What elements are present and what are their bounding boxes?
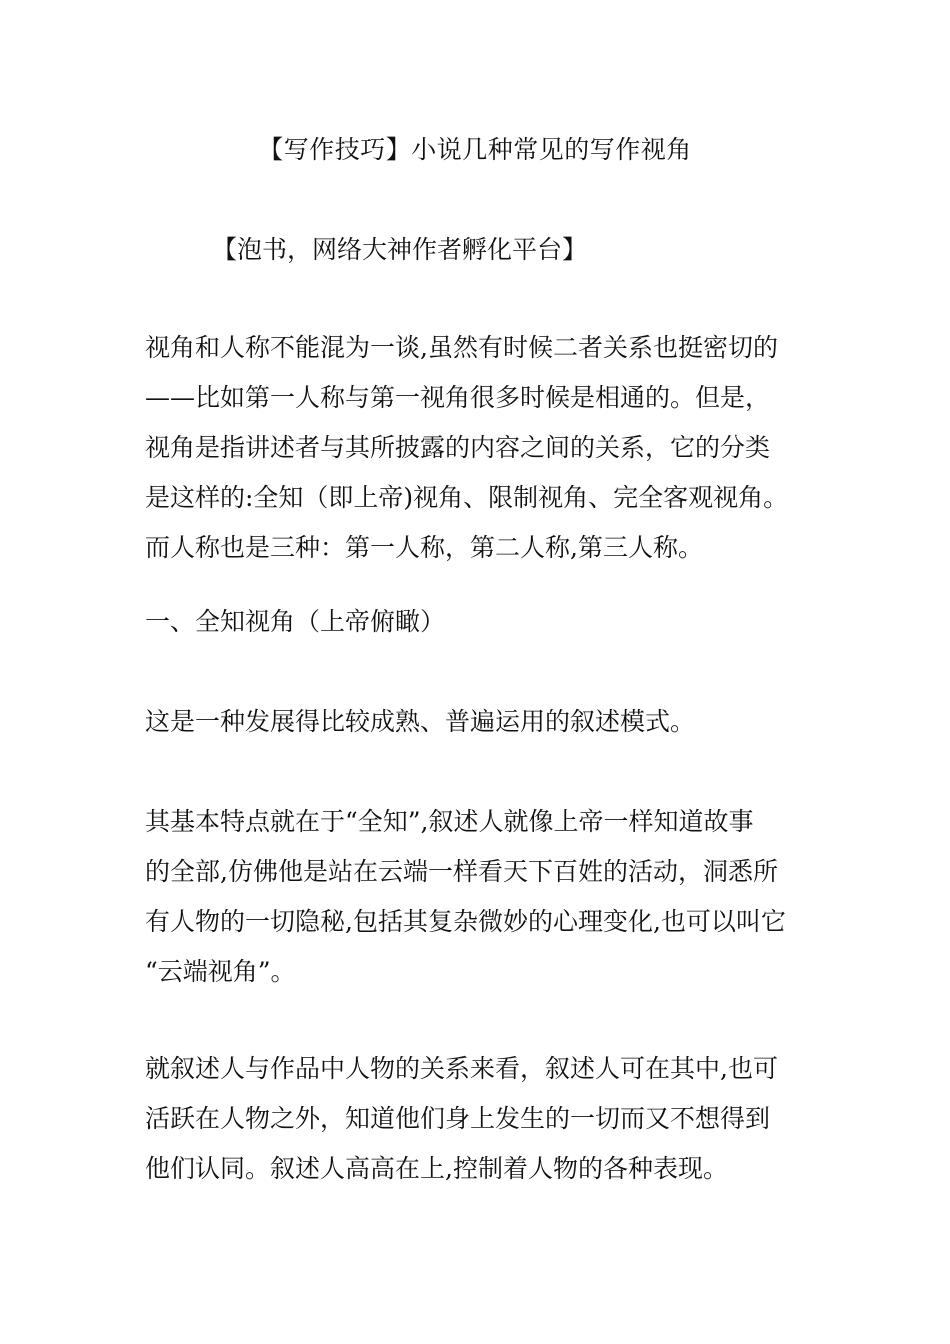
- paragraph-relation: [145, 1044, 810, 1194]
- paragraph-mode: [145, 697, 810, 747]
- text-line: 而人称也是三种：第一人称，第二人称,第三人称。: [145, 533, 703, 562]
- text-line: 视角和人称不能混为一谈,虽然有时候二者关系也挺密切的: [145, 333, 778, 362]
- section-heading: 一、全知视角（上帝俯瞰）: [145, 607, 446, 636]
- text-line: ——比如第一人称与第一视角很多时候是相通的。但是，: [145, 383, 771, 412]
- text-line: 这是一种发展得比较成熟、普遍运用的叙述模式。: [145, 707, 696, 736]
- text-line: 有人物的一切隐秘,包括其复杂微妙的心理变化,也可以叫它: [145, 907, 786, 936]
- text-line: 就叙述人与作品中人物的关系来看，叙述人可在其中,也可: [145, 1054, 778, 1083]
- text-line: 是这样的:全知（即上帝)视角、限制视角、完全客观视角。: [145, 483, 789, 512]
- text-line: “云端视角”。: [145, 957, 296, 986]
- text-line: 其基本特点就在于“全知”,叙述人就像上帝一样知道故事: [145, 807, 754, 836]
- document-subtitle: 【泡书，网络大神作者孵化平台】: [212, 235, 588, 264]
- text-line: 他们认同。叙述人高高在上,控制着人物的各种表现。: [145, 1154, 728, 1183]
- text-line: 的全部,仿佛他是站在云端一样看天下百姓的活动，洞悉所: [145, 857, 778, 886]
- document-title: 【写作技巧】小说几种常见的写作视角: [258, 135, 692, 164]
- text-line: 视角是指讲述者与其所披露的内容之间的关系，它的分类: [145, 433, 771, 462]
- text-line: 活跃在人物之外，知道他们身上发生的一切而又不想得到: [145, 1104, 771, 1133]
- paragraph-intro: [145, 323, 810, 573]
- paragraph-features: [145, 797, 810, 997]
